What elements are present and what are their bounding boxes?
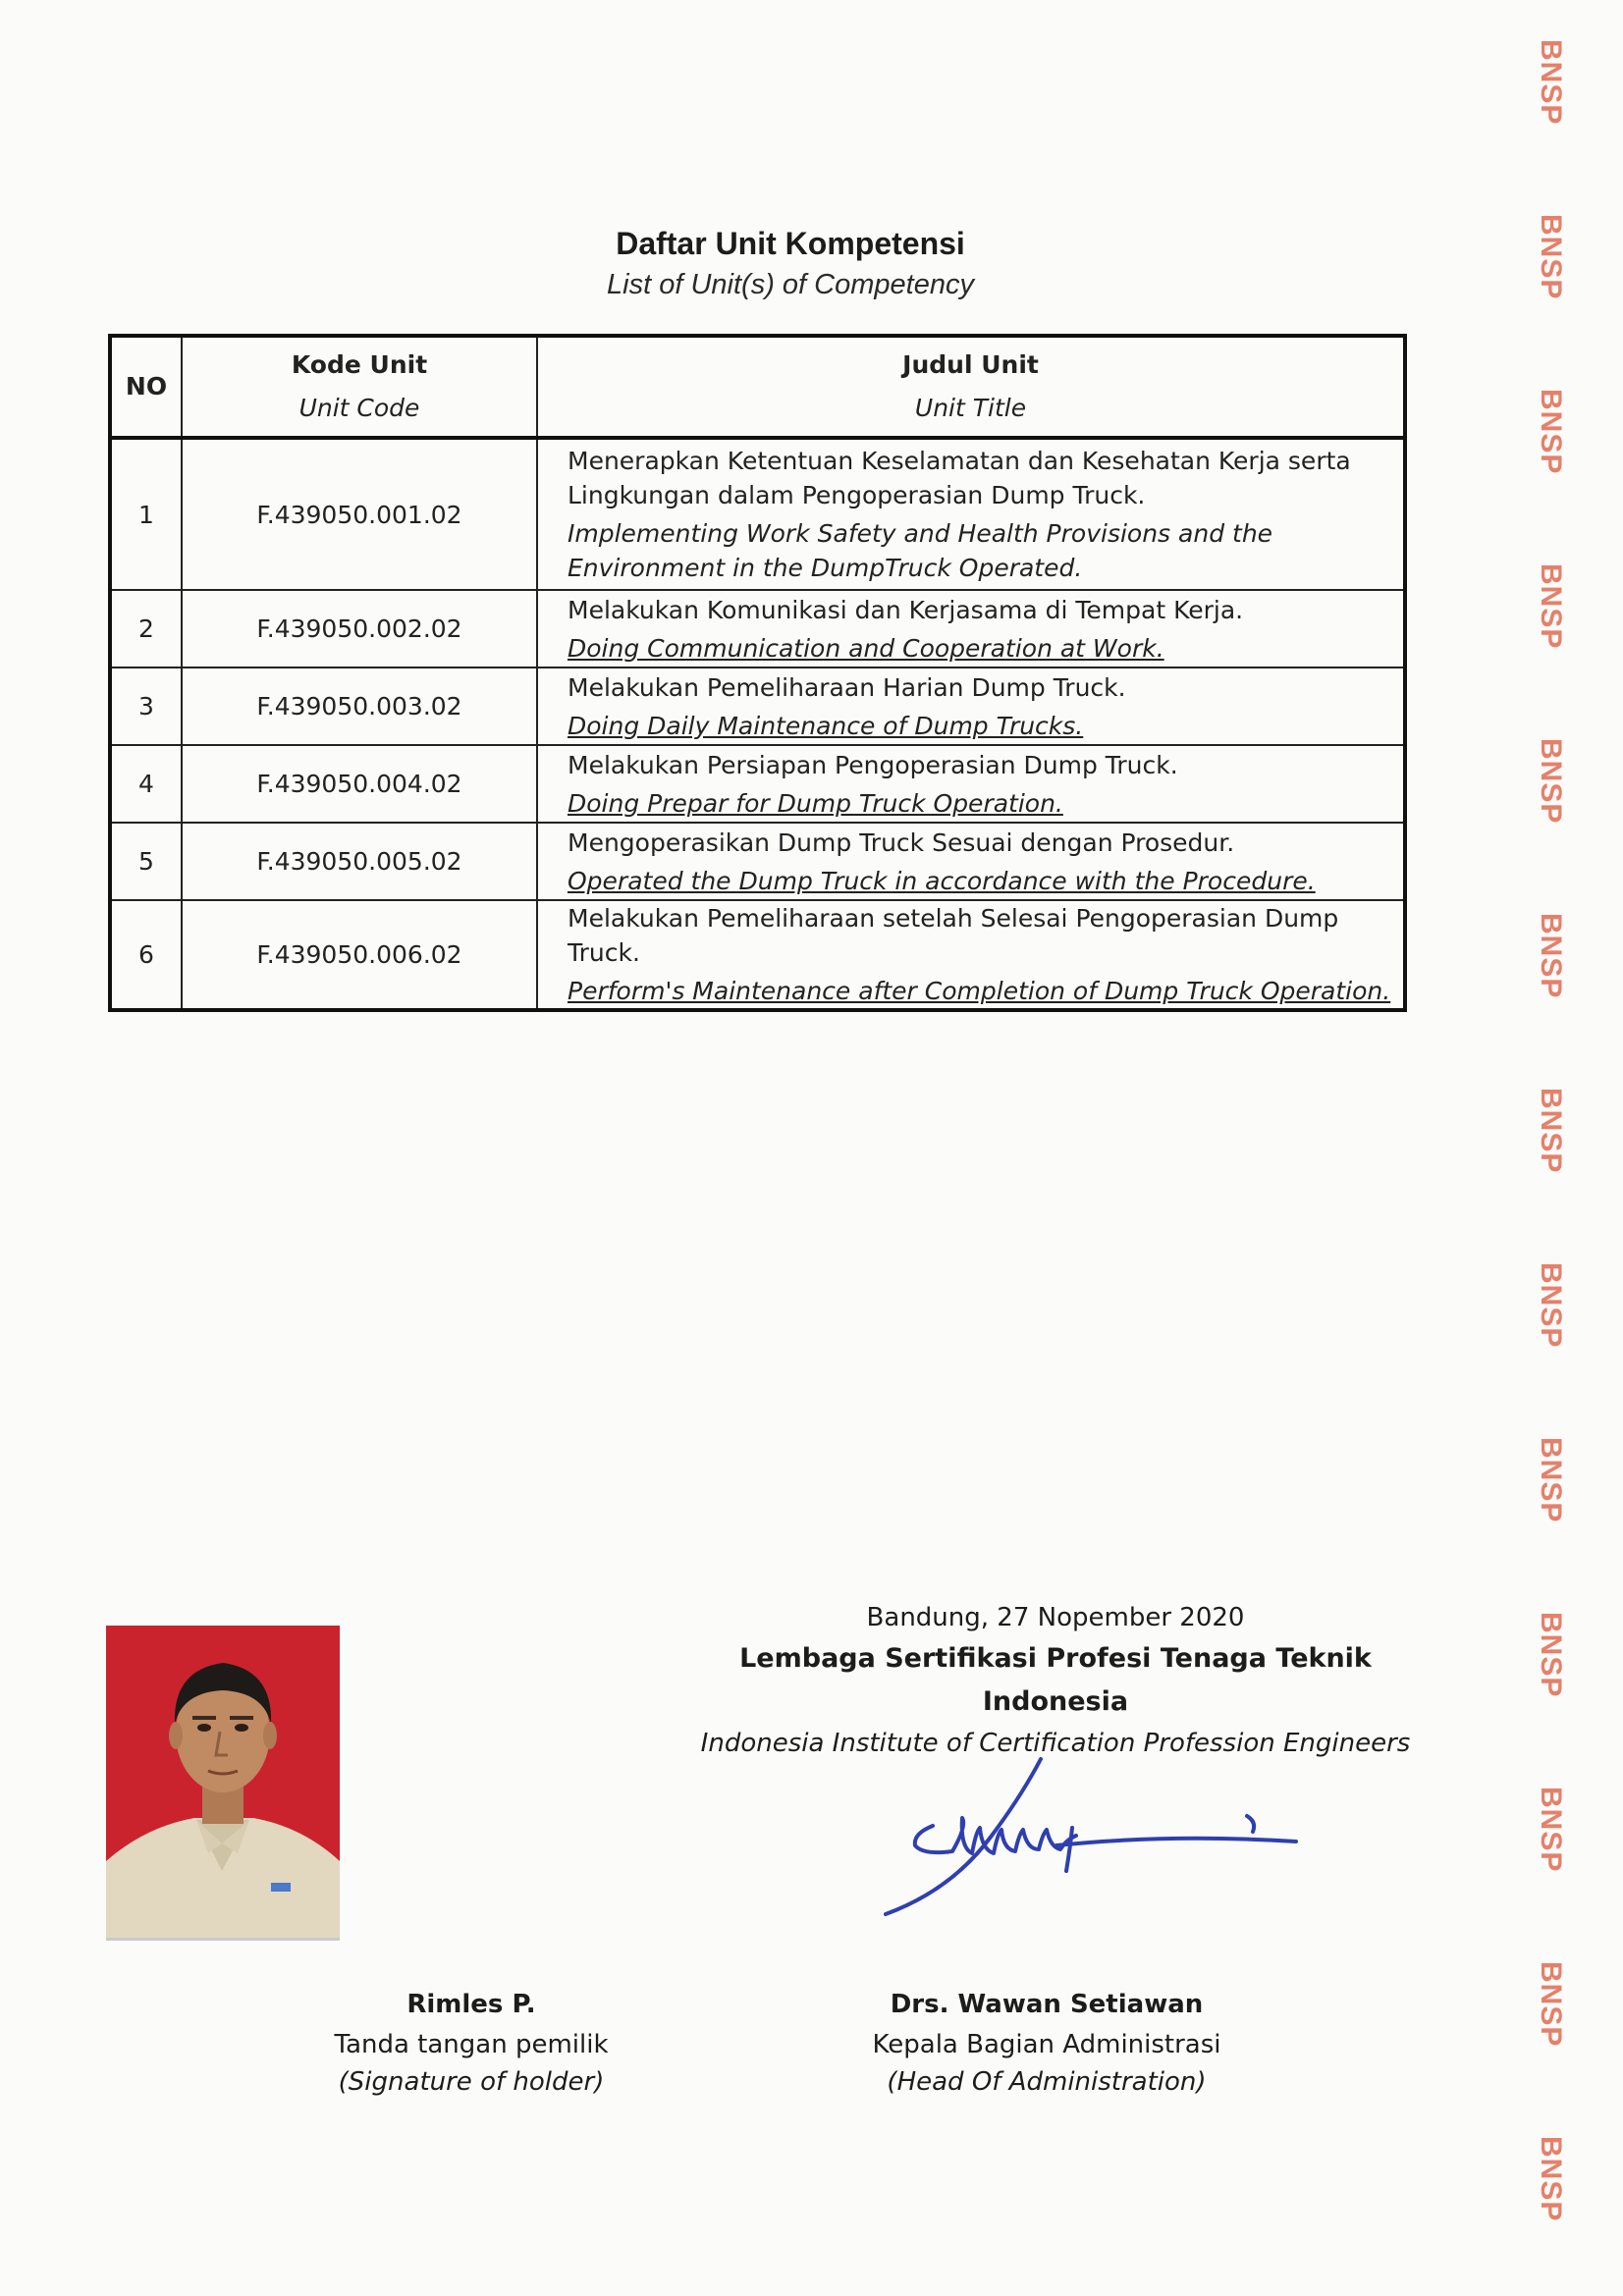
header-unit-title-en: Unit Title bbox=[914, 394, 1027, 422]
holder-name: Rimles P. bbox=[406, 1990, 536, 2019]
row-unit-title bbox=[537, 823, 1405, 900]
holder-role: Tanda tangan pemilik bbox=[334, 2030, 609, 2059]
document-heading bbox=[0, 222, 1581, 304]
row-no: 2 bbox=[110, 590, 182, 667]
place-date: Bandung, 27 Nopember 2020 bbox=[866, 1603, 1245, 1632]
holder-role-en: (Signature of holder) bbox=[338, 2067, 605, 2097]
bnsp-watermark: BNSP bbox=[1535, 1088, 1567, 1174]
bnsp-watermark: BNSP bbox=[1535, 389, 1567, 475]
holder-photo bbox=[106, 1626, 340, 1938]
unit-title-id: Melakukan Persiapan Pengoperasian Dump Truck. bbox=[568, 750, 1178, 779]
row-no: 5 bbox=[110, 823, 182, 900]
unit-title-id: Melakukan Komunikasi dan Kerjasama di Tempat Kerja. bbox=[568, 595, 1244, 624]
table-row bbox=[110, 667, 1405, 745]
header-no: NO bbox=[110, 336, 182, 438]
bnsp-watermark: BNSP bbox=[1535, 39, 1567, 126]
table-row bbox=[110, 745, 1405, 823]
row-no: 1 bbox=[110, 438, 182, 590]
row-no: 3 bbox=[110, 667, 182, 745]
unit-title-en: Doing Daily Maintenance of Dump Trucks. bbox=[568, 711, 1084, 740]
table-row bbox=[110, 900, 1405, 1010]
holder-portrait-image bbox=[106, 1626, 340, 1938]
bnsp-watermark: BNSP bbox=[1535, 1787, 1567, 1873]
bnsp-watermark: BNSP bbox=[1535, 2136, 1567, 2222]
unit-title-id: Mengoperasikan Dump Truck Sesuai dengan Prosedur. bbox=[568, 828, 1235, 857]
header-unit-code-en: Unit Code bbox=[298, 394, 420, 422]
row-unit-code: F.439050.005.02 bbox=[182, 823, 537, 900]
unit-title-id: Melakukan Pemeliharaan setelah Selesai Pengoperasian Dump Truck. bbox=[568, 904, 1339, 967]
bnsp-watermark: BNSP bbox=[1535, 1437, 1567, 1523]
bnsp-watermark: BNSP bbox=[1535, 214, 1567, 300]
row-unit-title bbox=[537, 900, 1405, 1010]
row-no: 4 bbox=[110, 745, 182, 823]
table-row bbox=[110, 823, 1405, 900]
row-unit-code: F.439050.006.02 bbox=[182, 900, 537, 1010]
bnsp-watermark: BNSP bbox=[1535, 563, 1567, 650]
competency-units-table bbox=[108, 334, 1407, 1012]
bnsp-watermark: BNSP bbox=[1535, 1262, 1567, 1349]
table-row bbox=[110, 590, 1405, 667]
unit-title-en: Doing Prepar for Dump Truck Operation. bbox=[568, 788, 1063, 818]
holder-signature-block bbox=[314, 1983, 628, 2101]
header-unit-title-id: Judul Unit bbox=[902, 350, 1039, 379]
document-title: Daftar Unit Kompetensi bbox=[616, 226, 965, 261]
row-unit-code: F.439050.001.02 bbox=[182, 438, 537, 590]
document-subtitle: List of Unit(s) of Competency bbox=[607, 269, 974, 300]
row-unit-title bbox=[537, 667, 1405, 745]
table-row bbox=[110, 438, 1405, 590]
unit-title-en: Operated the Dump Truck in accordance with the Procedure. bbox=[568, 866, 1316, 895]
issuer-block bbox=[677, 1598, 1434, 1763]
header-unit-code bbox=[182, 336, 537, 438]
row-unit-title bbox=[537, 745, 1405, 823]
bnsp-watermark: BNSP bbox=[1535, 1612, 1567, 1698]
bnsp-watermark: BNSP bbox=[1535, 1961, 1567, 2048]
official-signature-image bbox=[874, 1757, 1316, 1934]
official-role: Kepala Bagian Administrasi bbox=[872, 2030, 1221, 2059]
header-unit-code-id: Kode Unit bbox=[291, 350, 428, 379]
unit-title-en: Implementing Work Safety and Health Provisions and the Environment in the DumpTruck Operated. bbox=[568, 519, 1273, 582]
header-unit-title bbox=[537, 336, 1405, 438]
unit-title-id: Melakukan Pemeliharaan Harian Dump Truck. bbox=[568, 672, 1126, 702]
table-header-row bbox=[110, 336, 1405, 438]
row-unit-title bbox=[537, 438, 1405, 590]
row-no: 6 bbox=[110, 900, 182, 1010]
unit-title-en: Doing Communication and Cooperation at Work. bbox=[568, 633, 1164, 663]
bnsp-watermark: BNSP bbox=[1535, 738, 1567, 825]
official-signature-block bbox=[850, 1983, 1243, 2101]
row-unit-code: F.439050.002.02 bbox=[182, 590, 537, 667]
row-unit-title bbox=[537, 590, 1405, 667]
unit-title-id: Menerapkan Ketentuan Keselamatan dan Kesehatan Kerja serta Lingkungan dalam Pengoperasian Dump Truck. bbox=[568, 447, 1351, 509]
official-role-en: (Head Of Administration) bbox=[887, 2067, 1207, 2097]
bnsp-watermark: BNSP bbox=[1535, 913, 1567, 999]
row-unit-code: F.439050.003.02 bbox=[182, 667, 537, 745]
unit-title-en: Perform's Maintenance after Completion of Dump Truck Operation. bbox=[568, 977, 1391, 1005]
row-unit-code: F.439050.004.02 bbox=[182, 745, 537, 823]
issuer-organization-en: Indonesia Institute of Certification Profession Engineers bbox=[700, 1729, 1411, 1758]
issuer-organization: Lembaga Sertifikasi Profesi Tenaga Teknik Indonesia bbox=[739, 1643, 1372, 1717]
official-name: Drs. Wawan Setiawan bbox=[890, 1990, 1204, 2019]
